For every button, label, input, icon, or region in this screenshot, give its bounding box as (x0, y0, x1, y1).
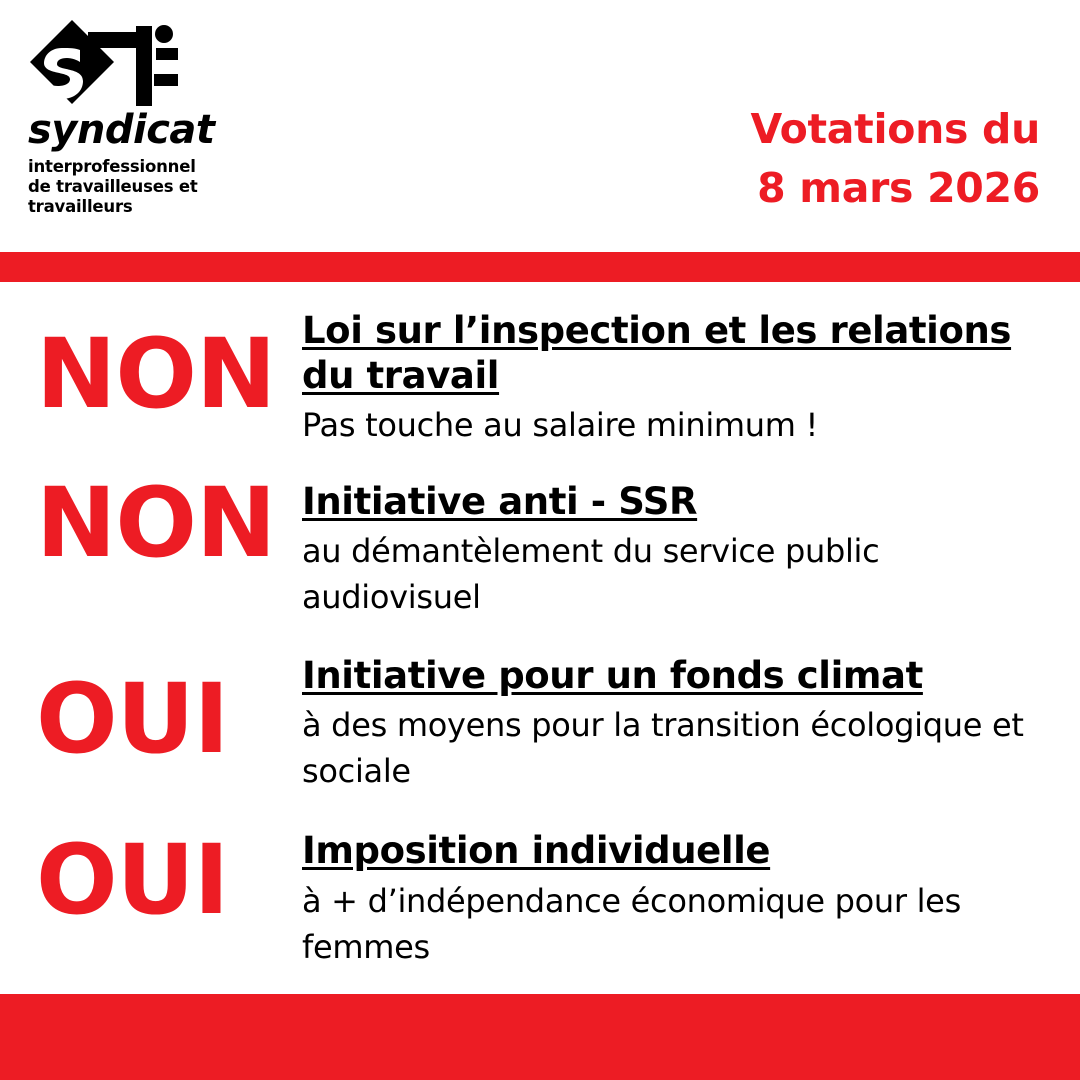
list-item (24, 649, 1056, 795)
item-subtitle: au démantèlement du service public audiovisuel (302, 531, 880, 617)
vote-recommendation: NON (36, 466, 276, 579)
poster-header (0, 0, 1080, 252)
item-subtitle: à des moyens pour la transition écologique et sociale (302, 705, 1024, 791)
logo-subtitle-line-2: de travailleuses et (28, 177, 198, 197)
item-texts (302, 475, 1056, 621)
list-item (24, 304, 1056, 449)
sit-diamond-logo-icon (28, 18, 180, 106)
organization-logo (28, 18, 218, 217)
logo-subtitle-line-3: travailleurs (28, 197, 133, 217)
item-texts (302, 649, 1056, 795)
logo-subtitle-line-1: interprofessionnel (28, 157, 196, 176)
item-texts (302, 304, 1056, 449)
list-item (24, 824, 1056, 970)
divider-bar-top (0, 252, 1080, 282)
item-title: Initiative pour un fonds climat (302, 653, 923, 697)
logo-wordmark: syndicat (28, 107, 215, 153)
vote-recommendation: NON (36, 318, 276, 430)
page-title-line-2: 8 mars 2026 (757, 164, 1040, 213)
item-title: Loi sur l’inspection et les relations du travail (302, 309, 1012, 398)
list-item (24, 466, 1056, 621)
logo-subtitle (28, 157, 208, 217)
page-title-line-1: Votations du (750, 105, 1040, 153)
item-title: Imposition individuelle (302, 829, 771, 873)
item-texts (302, 824, 1056, 970)
vote-recommendation: OUI (36, 824, 229, 937)
voting-recommendations-list (0, 282, 1080, 970)
item-subtitle: Pas touche au salaire minimum ! (302, 406, 819, 445)
item-subtitle: à + d’indépendance économique pour les femmes (302, 881, 961, 966)
item-title: Initiative anti - SSR (302, 479, 698, 523)
page-title (750, 100, 1040, 219)
divider-bar-bottom (0, 994, 1080, 1080)
vote-recommendation: OUI (36, 662, 229, 775)
